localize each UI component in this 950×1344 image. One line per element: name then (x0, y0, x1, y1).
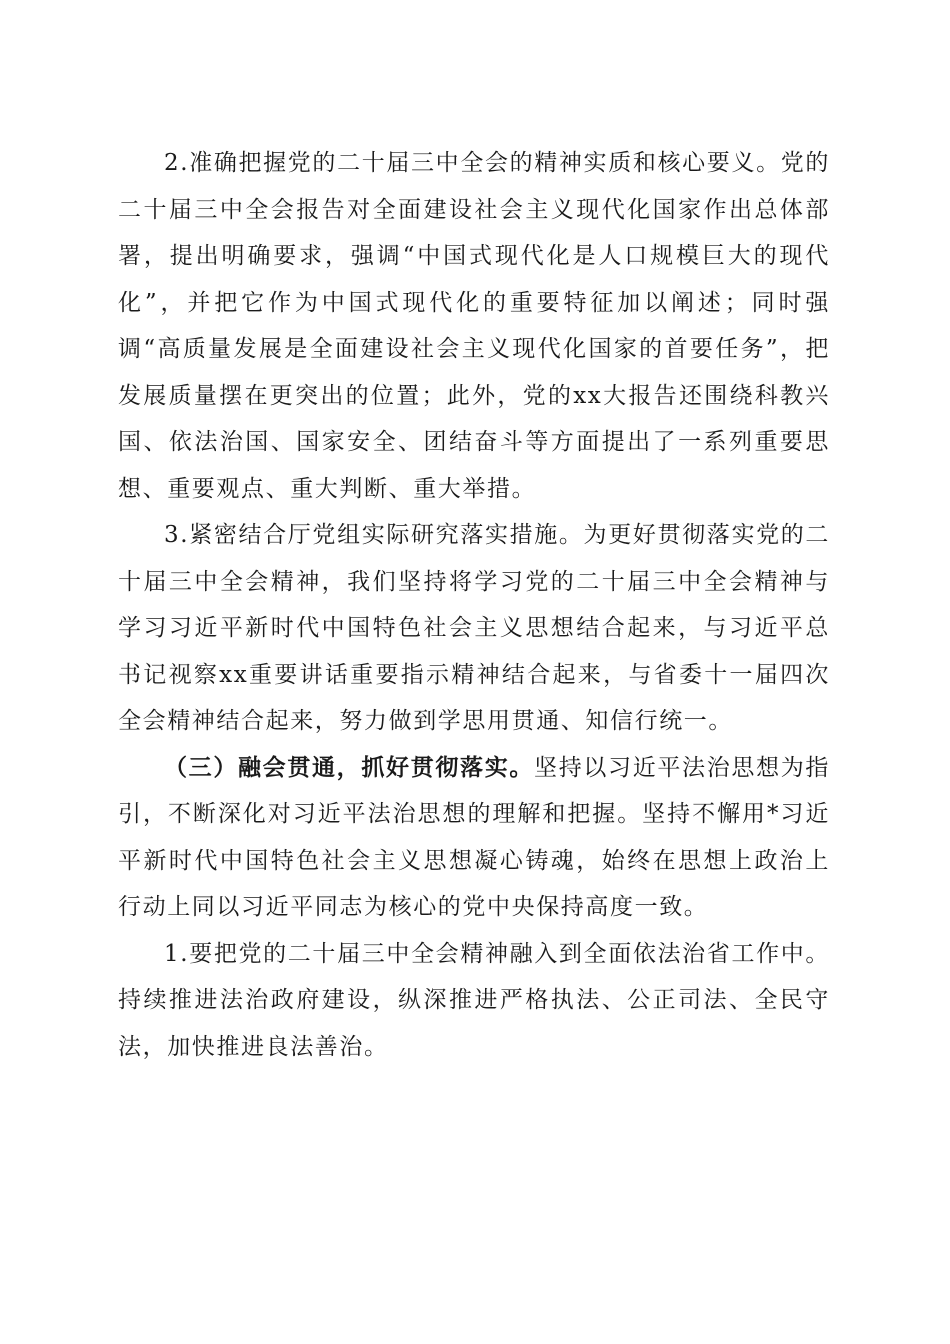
section-heading: （三）融会贯通，抓好贯彻落实。 (164, 753, 535, 781)
paragraph-point-2: 2.准确把握党的二十届三中全会的精神实质和核心要义。党的二十届三中全会报告对全面建设社会主义现代化国家作出总体部署，提出明确要求，强调“中国式现代化是人口规模巨大的现代化”，并把它作为中国式现代化的重要特征加以阐述；同时强调“高质量发展是全面建设社会主义现代化国家的首要任务”，把发展质量摆在更突出的位置；此外，党的xx大报告还围绕科教兴国、依法治国、国家安全、团结奋斗等方面提出了一系列重要思想、重要观点、重大判断、重大举措。 (118, 150, 830, 502)
section-body: 坚持以习近平法治思想为指引，不断深化对习近平法治思想的理解和把握。坚持不懈用*习近平新时代中国特色社会主义思想凝心铸魂，始终在思想上政治上行动上同以习近平同志为核心的党中央保持高度一致。 (118, 754, 831, 920)
document-body (118, 140, 830, 1070)
paragraph-point-3: 3.紧密结合厅党组实际研究落实措施。为更好贯彻落实党的二十届三中全会精神，我们坚持将学习党的二十届三中全会精神与学习习近平新时代中国特色社会主义思想结合起来，与习近平总书记视察xx重要讲话重要指示精神结合起来，与省委十一届四次全会精神结合起来，努力做到学思用贯通、知信行统一。 (118, 522, 830, 734)
paragraph-point-1: 1.要把党的二十届三中全会精神融入到全面依法治省工作中。持续推进法治政府建设，纵深推进严格执法、公正司法、全民守法，加快推进良法善治。 (118, 940, 830, 1060)
paragraph-section-3 (118, 745, 830, 931)
